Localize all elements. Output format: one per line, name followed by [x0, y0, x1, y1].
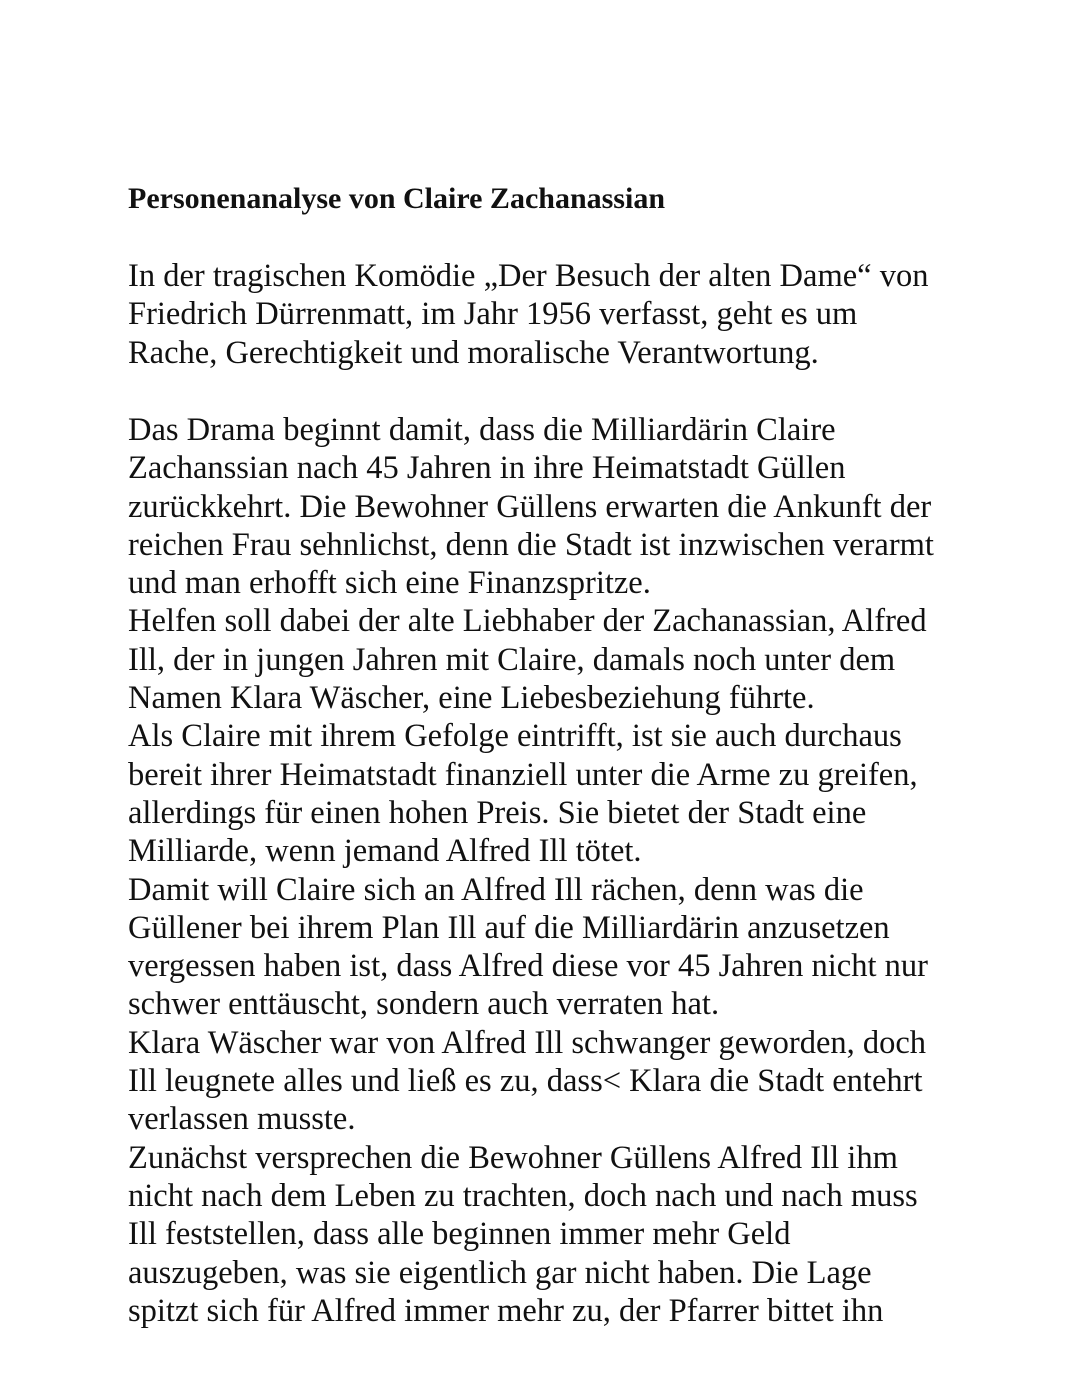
text-line: Klara Wäscher war von Alfred Ill schwanger geworden, doch — [128, 1024, 927, 1061]
text-line: auszugeben, was sie eigentlich gar nicht haben. Die Lage — [128, 1254, 872, 1291]
text-line: Milliarde, wenn jemand Alfred Ill tötet. — [128, 833, 642, 870]
text-line: nicht nach dem Leben zu trachten, doch nach und nach muss — [128, 1177, 918, 1214]
body-paragraph — [128, 411, 1028, 1330]
text-line: Helfen soll dabei der alte Liebhaber der Zachanassian, Alfred — [128, 603, 927, 640]
text-line: Friedrich Dürrenmatt, im Jahr 1956 verfasst, geht es um — [128, 296, 858, 333]
text-line: schwer enttäuscht, sondern auch verraten hat. — [128, 986, 720, 1023]
text-line: zurückkehrt. Die Bewohner Güllens erwarten die Ankunft der — [128, 488, 932, 525]
text-line: spitzt sich für Alfred immer mehr zu, der Pfarrer bittet ihn — [128, 1292, 884, 1329]
intro-paragraph — [128, 257, 1028, 372]
text-line: Das Drama beginnt damit, dass die Milliardärin Claire — [128, 412, 836, 448]
text-line: Damit will Claire sich an Alfred Ill rächen, denn was die — [128, 871, 864, 908]
text-line: Namen Klara Wäscher, eine Liebesbeziehung führte. — [128, 680, 815, 717]
text-line: bereit ihrer Heimatstadt finanziell unter die Arme zu greifen, — [128, 756, 918, 793]
text-line: Als Claire mit ihrem Gefolge eintrifft, ist sie auch durchaus — [128, 718, 902, 755]
text-line: verlassen musste. — [128, 1101, 356, 1138]
text-line: Zunächst versprechen die Bewohner Güllens Alfred Ill ihm — [128, 1139, 898, 1176]
text-line: Ill leugnete alles und ließ es zu, dass< Klara die Stadt entehrt — [128, 1063, 923, 1100]
text-line: Rache, Gerechtigkeit und moralische Verantwortung. — [128, 334, 819, 371]
text-line: vergessen haben ist, dass Alfred diese vor 45 Jahren nicht nur — [128, 948, 928, 985]
text-line: reichen Frau sehnlichst, denn die Stadt ist inzwischen verarmt — [128, 526, 934, 563]
text-line: und man erhofft sich eine Finanzspritze. — [128, 565, 651, 602]
text-line: In der tragischen Komödie „Der Besuch der alten Dame“ von — [128, 258, 929, 294]
text-line: Zachanssian nach 45 Jahren in ihre Heimatstadt Güllen — [128, 450, 846, 487]
text-line: Güllener bei ihrem Plan Ill auf die Milliardärin anzusetzen — [128, 909, 890, 946]
document-title: Personenanalyse von Claire Zachanassian — [128, 182, 665, 215]
text-line: Ill, der in jungen Jahren mit Claire, damals noch unter dem — [128, 641, 896, 678]
text-line: Ill feststellen, dass alle beginnen immer mehr Geld — [128, 1216, 791, 1253]
text-line: allerdings für einen hohen Preis. Sie bietet der Stadt eine — [128, 794, 867, 831]
